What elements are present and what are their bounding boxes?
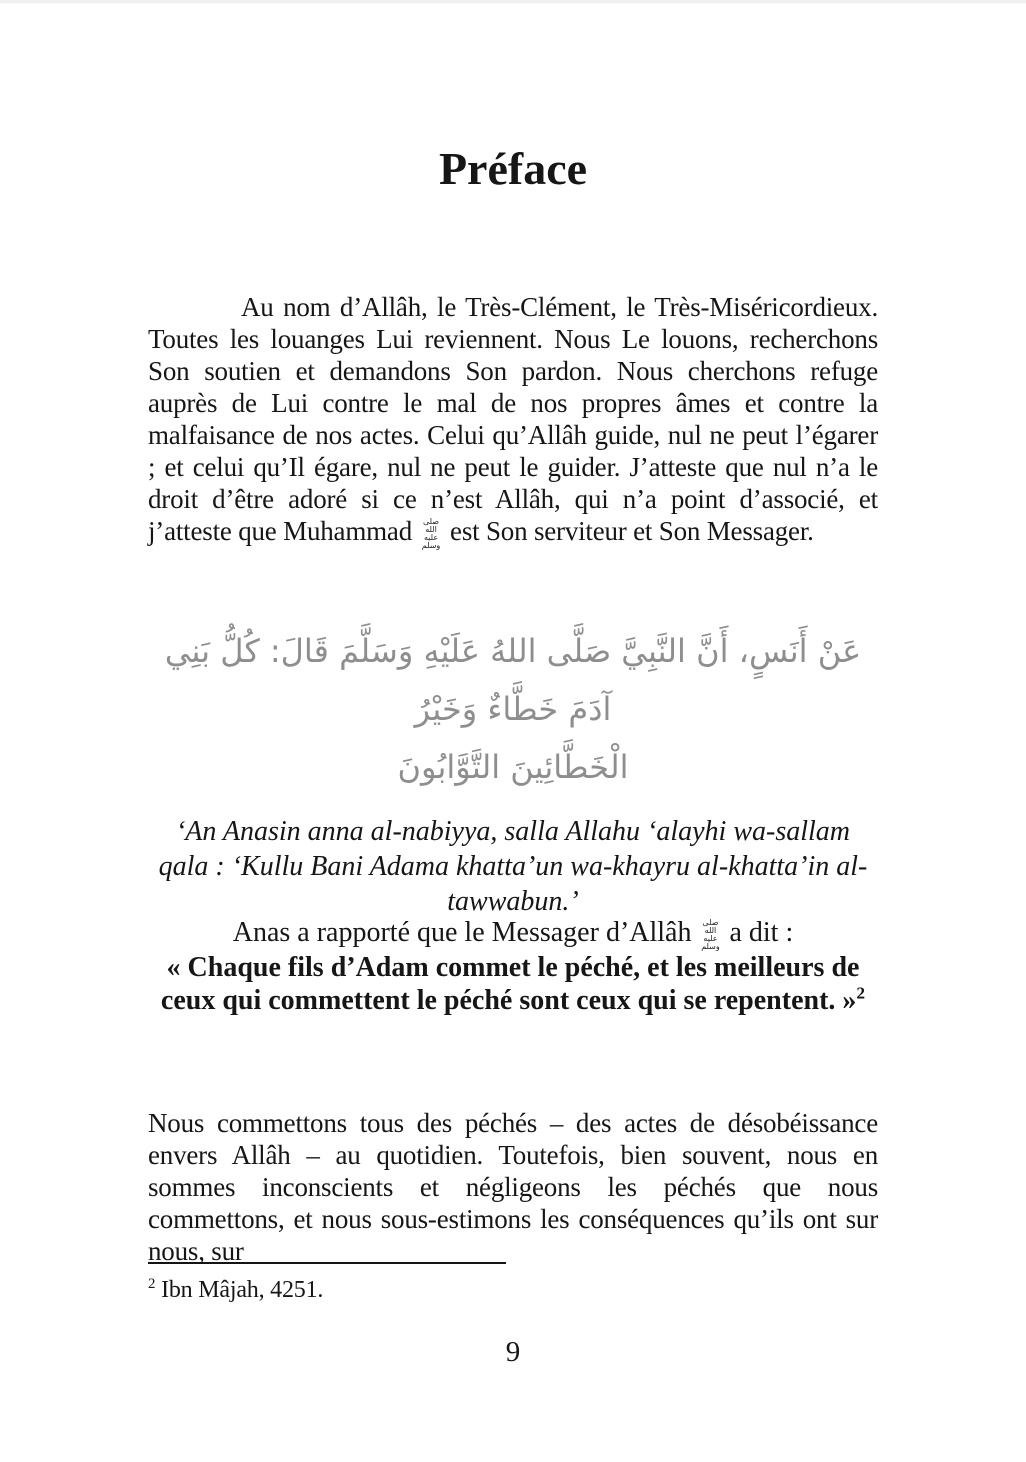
hadith-arabic-line-2: الْخَطَّائِينَ التَّوَّابُونَ: [397, 748, 629, 786]
saw-ligature-icon: صلى الله عليه وسلم: [701, 917, 720, 951]
hadith-arabic-line-1: عَنْ أَنَسٍ، أَنَّ النَّبِيَّ صَلَّى اللهُ عَلَيْهِ وَسَلَّمَ قَالَ: كُلُّ بَنِي آدَمَ خَطَّاءٌ وَخَيْرُ: [164, 632, 862, 728]
footnote-text: Ibn Mâjah, 4251.: [161, 1277, 324, 1303]
page-top-edge: [0, 0, 1026, 4]
hadith-arabic: [148, 622, 878, 796]
narration-intro: [148, 916, 878, 951]
hadith-translation-block: [148, 916, 878, 1017]
narration-intro-after-saw: a dit :: [729, 917, 794, 948]
narration-intro-before-saw: Anas a rapporté que le Messager d’Allâh: [232, 917, 692, 948]
opening-paragraph: [148, 291, 878, 550]
footnote-separator-rule: [148, 1262, 506, 1264]
footnote-area: [148, 1262, 878, 1304]
hadith-translation-text: « Chaque fils d’Adam commet le péché, et les meilleurs de ceux qui commettent le péché sont ceux qui se repentent. »: [160, 951, 860, 1016]
opening-paragraph-text-after-saw: est Son serviteur et Son Messager.: [450, 516, 814, 546]
footnote-marker: 2: [148, 1276, 156, 1292]
footnote: [148, 1276, 878, 1304]
footnote-reference: 2: [856, 983, 866, 1003]
page-number: 9: [505, 1336, 521, 1368]
hadith-transliteration: ‘An Anasin anna al-nabiyya, salla Allahu ‘alayhi wa-sallam qala : ‘Kullu Bani Adama khatta’un wa-khayru al-khatta’in al-tawwabun.’: [158, 816, 868, 917]
opening-paragraph-text-before-saw: Au nom d’Allâh, le Très-Clément, le Très-Miséricordieux. Toutes les louanges Lui reviennent. Nous Le louons, recherchons Son soutien et demandons Son pardon. Nous cherchons refuge auprès de Lui contre le mal de nos propres âmes et contre la malfaisance de nos actes. Celui qu’Allâh guide, nul ne peut l’égarer ; et celui qu’Il égare, nul ne peut le guider. J’atteste que nul n’a le droit d’être adoré si ce n’est Allâh, qui n’a point d’associé, et j’atteste que Muhammad: [148, 292, 878, 546]
hadith-translation-bold: [148, 951, 878, 1017]
saw-ligature-icon: صلى الله عليه وسلم: [421, 516, 441, 550]
closing-paragraph: Nous commettons tous des péchés – des actes de désobéissance envers Allâh – au quotidien. Toutefois, bien souvent, nous en sommes inconscients et négligeons les péchés que nous commettons, et nous sous-estimons les conséquences qu’ils ont sur nous, sur: [148, 1108, 878, 1266]
page-title: Préface: [438, 143, 588, 194]
